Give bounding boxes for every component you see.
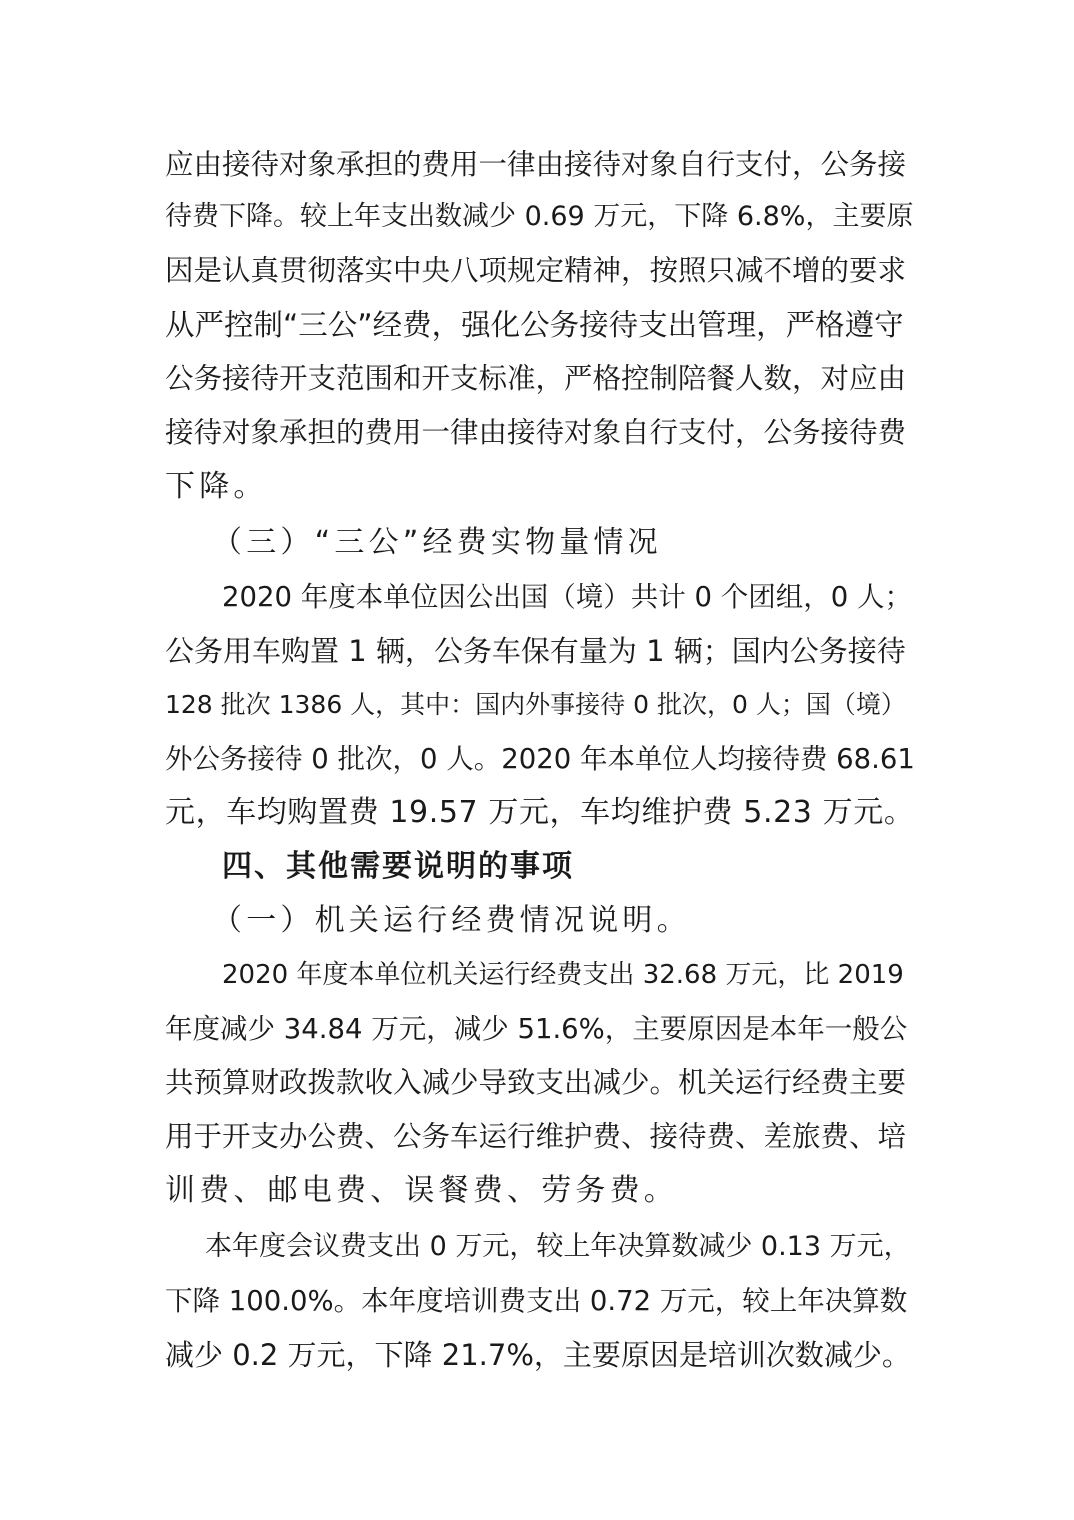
text-line: 元，车均购置费 19.57 万元，车均维护费 5.23 万元。	[165, 795, 915, 830]
text-line: 应由接待对象承担的费用一律由接待对象自行支付，公务接	[165, 148, 907, 181]
text-line: 从严控制“三公”经费，强化公务接待支出管理，严格遵守	[165, 308, 904, 342]
text-line: 下降 100.0%。本年度培训费支出 0.72 万元，较上年决算数	[165, 1285, 908, 1317]
text-line: 公务用车购置 1 辆，公务车保有量为 1 辆；国内公务接待	[165, 634, 906, 668]
text-line: 本年度会议费支出 0 万元，较上年决算数减少 0.13 万元，	[205, 1231, 911, 1262]
text-line: 待费下降。较上年支出数减少 0.69 万元，下降 6.8%，主要原	[165, 201, 914, 232]
text-line: 训费、邮电费、误餐费、劳务费。	[165, 1173, 678, 1208]
text-line: 2020 年度本单位机关运行经费支出 32.68 万元，比 2019	[222, 960, 904, 990]
text-line: 减少 0.2 万元，下降 21.7%，主要原因是培训次数减少。	[165, 1338, 911, 1372]
section-heading: 四、其他需要说明的事项	[222, 849, 574, 884]
section-subheading: （一）机关运行经费情况说明。	[212, 903, 691, 938]
text-line: 接待对象承担的费用一律由接待对象自行支付，公务接待费	[165, 416, 907, 449]
text-line: 共预算财政拨款收入减少导致支出减少。机关运行经费主要	[165, 1066, 907, 1099]
text-line: 128 批次 1386 人，其中：国内外事接待 0 批次，0 人；国（境）	[165, 690, 906, 719]
text-line: 用于开支办公费、公务车运行维护费、接待费、差旅费、培	[165, 1120, 907, 1153]
text-line: 公务接待开支范围和开支标准，严格控制陪餐人数，对应由	[165, 362, 907, 395]
text-line: 2020 年度本单位因公出国（境）共计 0 个团组，0 人；	[222, 581, 912, 613]
section-subheading: （三）“三公”经费实物量情况	[212, 525, 662, 560]
text-line: 因是认真贯彻落实中央八项规定精神，按照只减不增的要求	[165, 254, 907, 287]
text-line: 年度减少 34.84 万元，减少 51.6%，主要原因是本年一般公	[165, 1013, 908, 1045]
text-line: 下降。	[165, 469, 268, 504]
text-line: 外公务接待 0 批次，0 人。2020 年本单位人均接待费 68.61	[165, 743, 915, 775]
